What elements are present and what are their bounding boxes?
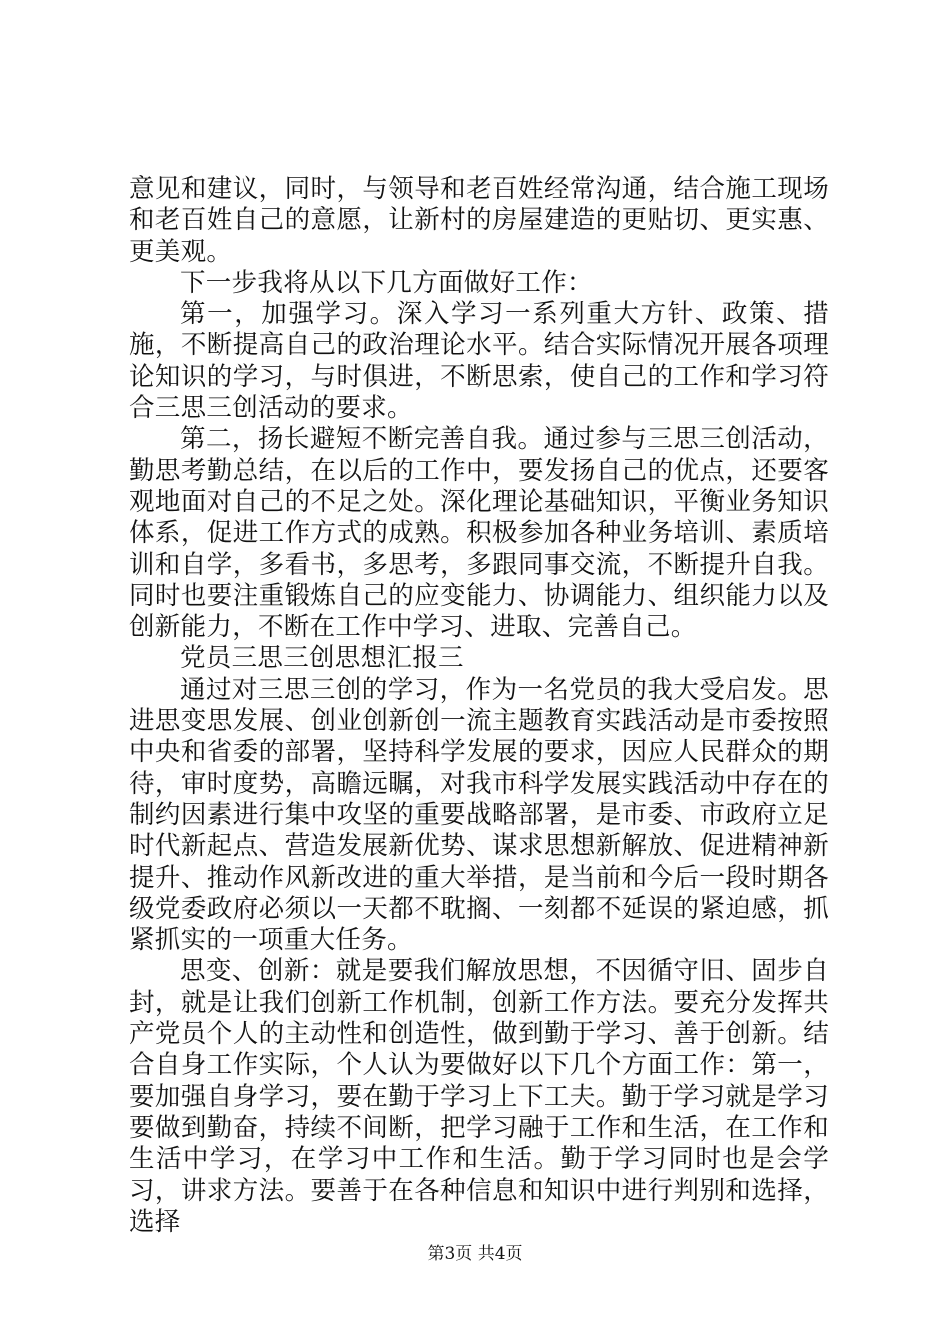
paragraph-next-steps-intro: 下一步我将从以下几方面做好工作： [180, 267, 593, 298]
paragraph-continuation: 意见和建议，同时，与领导和老百姓经常沟通，结合施工现场和老百姓自己的意愿，让新村的房屋建造的更贴切、更实惠、更美观。 [129, 174, 829, 267]
section-heading: 党员三思三创思想汇报三 [180, 643, 464, 674]
page-footer: 第3页 共4页 [427, 1244, 523, 1264]
document-body [129, 174, 829, 1238]
paragraph-first-point: 第一，加强学习。深入学习一系列重大方针、政策、措施，不断提高自己的政治理论水平。结合实际情况开展各项理论知识的学习，与时俱进，不断思索，使自己的工作和学习符合三思三创活动的要求。 [129, 299, 829, 424]
paragraph-report-intro: 通过对三思三创的学习，作为一名党员的我大受启发。思进思变思发展、创业创新创一流主题教育实践活动是市委按照中央和省委的部署，坚持科学发展的要求，因应人民群众的期待，审时度势，高瞻远瞩，对我市科学发展实践活动中存在的制约因素进行集中攻坚的重要战略部署，是市委、市政府立足时代新起点、营造发展新优势、谋求思想新解放、促进精神新提升、推动作风新改进的重大举措，是当前和今后一段时期各级党委政府必须以一天都不耽搁、一刻都不延误的紧迫感，抓紧抓实的一项重大任务。 [129, 674, 829, 956]
paragraph-second-point: 第二，扬长避短不断完善自我。通过参与三思三创活动，勤思考勤总结，在以后的工作中，要发扬自己的优点，还要客观地面对自己的不足之处。深化理论基础知识，平衡业务知识体系，促进工作方式的成熟。积极参加各种业务培训、素质培训和自学，多看书，多思考，多跟同事交流，不断提升自我。同时也要注重锻炼自己的应变能力、协调能力、组织能力以及创新能力，不断在工作中学习、进取、完善自己。 [129, 424, 829, 643]
paragraph-innovation: 思变、创新：就是要我们解放思想，不因循守旧、固步自封，就是让我们创新工作机制，创新工作方法。要充分发挥共产党员个人的主动性和创造性，做到勤于学习、善于创新。结合自身工作实际，个人认为要做好以下几个方面工作：第一，要加强自身学习，要在勤于学习上下工夫。勤于学习就是学习要做到勤奋，持续不间断，把学习融于工作和生活，在工作和生活中学习，在学习中工作和生活。勤于学习同时也是会学习，讲求方法。要善于在各种信息和知识中进行判别和选择，选择 [129, 956, 829, 1237]
